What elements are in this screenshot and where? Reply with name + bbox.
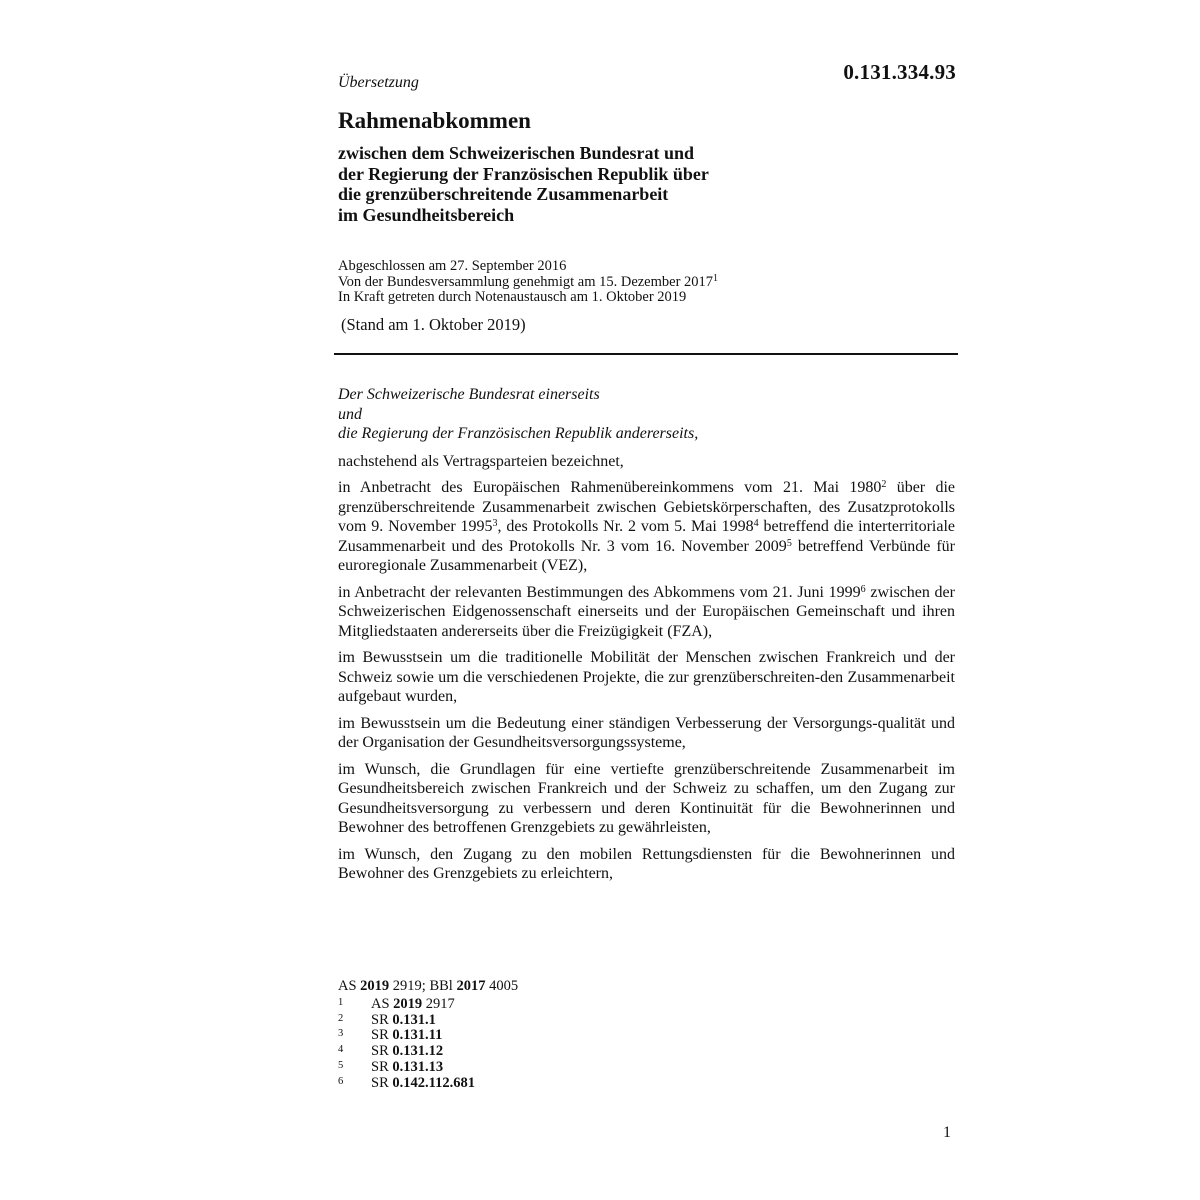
paragraph-text: betreffend Verbünde für euroregionale Zusammenarbeit (VEZ), xyxy=(338,537,956,574)
footnote-text[interactable] xyxy=(371,1044,443,1060)
footnote-ref-bold: 0.131.1 xyxy=(392,1011,436,1028)
party-line: die Regierung der Französischen Republik andererseits, xyxy=(338,425,699,442)
preamble-paragraph: im Bewusstsein um die traditionelle Mobilität der Menschen zwischen Frankreich und der Schweiz sowie um die verschiedenen Projekte, die zur grenzüberschreiten-den Zusammenarbeit aufgebaut wurden, xyxy=(338,649,955,705)
footnote-text[interactable] xyxy=(371,1060,443,1076)
footnote-item xyxy=(338,1060,738,1076)
party-line: Der Schweizerische Bundesrat einerseits xyxy=(338,386,600,403)
footnote-prefix: SR xyxy=(371,1058,389,1075)
preamble-paragraph xyxy=(338,583,955,642)
footnote-source xyxy=(338,979,738,995)
footnote-text[interactable] xyxy=(371,1028,442,1044)
source-bbl-year: 2017 xyxy=(456,978,486,994)
preamble-paragraph: nachstehend als Vertragsparteien bezeichnet, xyxy=(338,452,624,470)
footnote-ref-bold: 0.142.112.681 xyxy=(392,1074,475,1091)
footnote-number: 3 xyxy=(338,1028,344,1040)
footnote-ref-bold: 2019 xyxy=(393,995,423,1012)
source-as: AS xyxy=(338,978,357,994)
footnote-text[interactable] xyxy=(371,1076,475,1092)
footnote-prefix: SR xyxy=(371,1074,389,1091)
party-line: und xyxy=(338,405,362,423)
preamble-paragraph: im Wunsch, die Grundlagen für eine vertiefte grenzüberschreitende Zusammenarbeit im Gesundheitsbereich zwischen Frankreich und der Schweiz zu schaffen, um den Zugang zur Gesundheitsversorgung zu verbessern und deren Kontinuität für die Bewohnerinnen und Bewohner des betroffenen Grenzgebiets zu gewährleisten, xyxy=(338,760,955,836)
footnotes xyxy=(338,979,738,1092)
footnote-ref[interactable]: 3 xyxy=(492,518,498,529)
footnote-item xyxy=(338,1076,738,1092)
page-number: 1 xyxy=(943,1124,951,1141)
status-date: (Stand am 1. Oktober 2019) xyxy=(341,315,526,334)
document-dates xyxy=(338,259,838,306)
preamble xyxy=(338,385,955,891)
footnote-text[interactable] xyxy=(371,997,455,1013)
footnote-ref[interactable]: 2 xyxy=(881,479,887,490)
document-subtitle xyxy=(338,143,768,225)
document-title: Rahmenabkommen xyxy=(338,108,531,133)
footnote-suffix: 2917 xyxy=(425,995,455,1012)
footnote-prefix: SR xyxy=(371,1043,389,1060)
footnote-number: 1 xyxy=(338,996,344,1008)
footnote-ref-bold: 0.131.12 xyxy=(392,1043,444,1060)
paragraph-text: betreffend die interterritoriale Zusammenarbeit und des Protokolls Nr. 3 vom 16. November 2009 xyxy=(338,518,955,555)
footnote-item xyxy=(338,1013,738,1029)
preamble-paragraph: im Wunsch, den Zugang zu den mobilen Rettungsdiensten für die Bewohnerinnen und Bewohner des Grenzgebiets zu erleichtern, xyxy=(338,845,955,882)
footnote-prefix: SR xyxy=(371,1027,389,1044)
footnote-number: 4 xyxy=(338,1044,344,1056)
footnote-prefix: SR xyxy=(371,1011,389,1028)
preamble-paragraph: im Bewusstsein um die Bedeutung einer ständigen Verbesserung der Versorgungs-qualität und der Organisation der Gesundheitsversorgungssysteme, xyxy=(338,714,955,751)
footnote-ref[interactable]: 6 xyxy=(860,583,866,595)
paragraph-text: , des Protokolls Nr. 2 vom 5. Mai 1998 xyxy=(497,518,754,535)
subtitle-line: zwischen dem Schweizerischen Bundesrat und xyxy=(338,143,695,163)
footnote-ref[interactable]: 4 xyxy=(753,518,759,529)
source-as-year: 2019 xyxy=(360,978,390,994)
source-as-page: 2919; BBl xyxy=(392,978,453,994)
in-force-date: In Kraft getreten durch Notenaustausch am 1. Oktober 2019 xyxy=(338,289,687,305)
paragraph-text: in Anbetracht des Europäischen Rahmenübereinkommens vom 21. Mai 1980 xyxy=(338,479,882,496)
paragraph-text: in Anbetracht der relevanten Bestimmungen des Abkommens vom 21. Juni 1999 xyxy=(338,583,861,601)
footnote-number: 5 xyxy=(338,1059,344,1071)
sr-number: 0.131.334.93 xyxy=(843,60,956,84)
footnote-number: 6 xyxy=(338,1075,344,1087)
footnote-text[interactable] xyxy=(371,1013,436,1029)
approved-date-text: Von der Bundesversammlung genehmigt am 15. Dezember 2017 xyxy=(338,273,714,290)
footnote-item xyxy=(338,1044,738,1060)
contracting-parties xyxy=(338,385,955,444)
footnote-ref-bold: 0.131.13 xyxy=(392,1058,444,1075)
footnote-item xyxy=(338,997,738,1013)
paragraph-text: über die grenzüberschreitende Zusammenarbeit zwischen Gebietskörperschaften, des Zusatzprotokolls vom 9. November 1995 xyxy=(338,479,955,535)
subtitle-line: die grenzüberschreitende Zusammenarbeit xyxy=(338,184,669,204)
approved-date xyxy=(338,272,838,291)
source-bbl-page: 4005 xyxy=(489,978,519,994)
footnote-ref-bold: 0.131.11 xyxy=(392,1027,443,1044)
footnote-number: 2 xyxy=(338,1012,344,1024)
subtitle-line: im Gesundheitsbereich xyxy=(338,204,515,225)
paragraph-text: zwischen der Schweizerischen Eidgenossenschaft einerseits und der Europäischen Gemeinschaft und ihren Mitgliedstaaten andererseits über die Freizügigkeit (FZA), xyxy=(338,583,955,640)
footnote-ref[interactable]: 5 xyxy=(786,537,792,549)
subtitle-line: der Regierung der Französischen Republik über xyxy=(338,163,709,184)
footnote-ref[interactable]: 1 xyxy=(713,272,719,284)
footnote-item xyxy=(338,1028,738,1044)
preamble-paragraph xyxy=(338,478,955,576)
footnote-prefix: AS xyxy=(371,995,390,1012)
header-divider xyxy=(334,353,958,355)
translation-label: Übersetzung xyxy=(338,74,419,91)
concluded-date: Abgeschlossen am 27. September 2016 xyxy=(338,258,567,274)
